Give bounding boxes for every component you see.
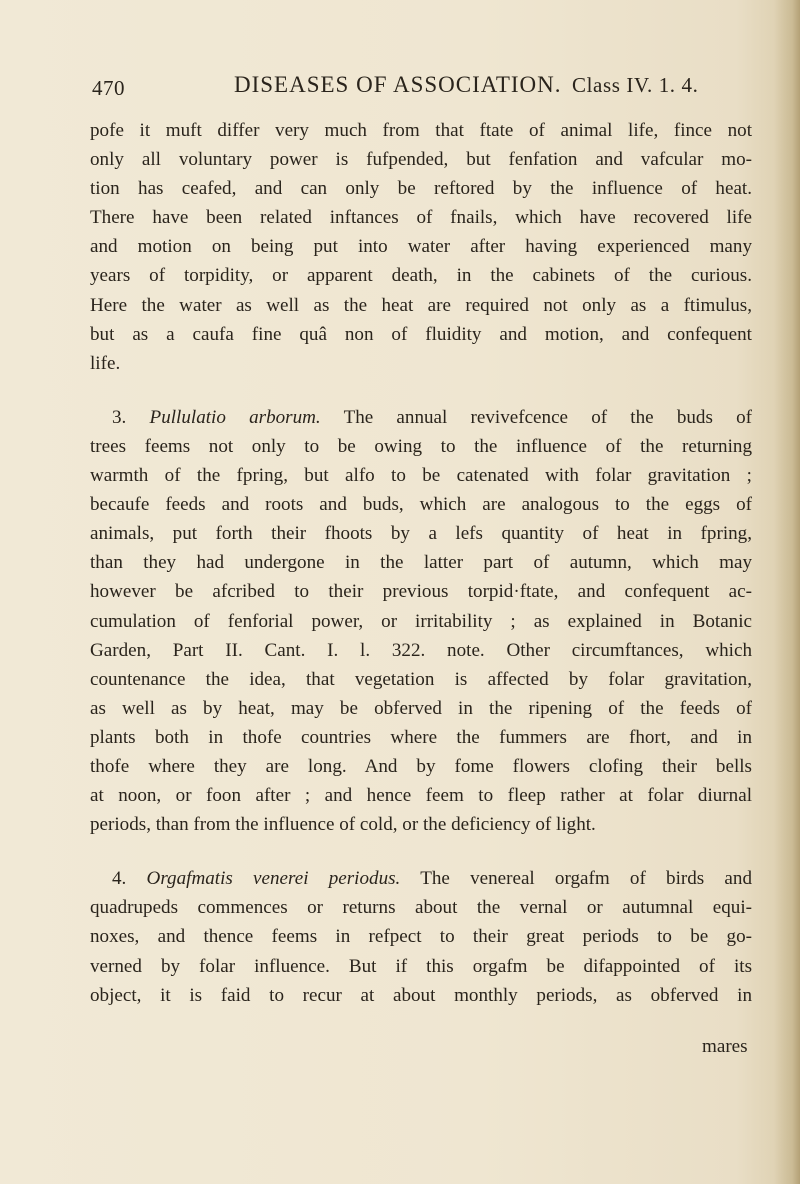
text-line: There have been related inftances of fnails, which have recovered life (90, 207, 752, 229)
text-line: than they had undergone in the latter part of autumn, which may (90, 552, 752, 574)
text-line: thofe where they are long. And by fome flowers clofing their bells (90, 755, 752, 777)
text-span: The annual revivefcence of the buds of (343, 406, 752, 428)
page-edge-shadow (774, 0, 800, 1184)
text-line: only all voluntary power is fufpended, but fenfation and vafcular mo- (90, 149, 752, 171)
text-span: The venereal orgafm of birds and (420, 868, 753, 890)
text-line: tion has ceafed, and can only be reftored by the influence of heat. (90, 178, 752, 200)
paragraph-pullulatio (90, 403, 752, 839)
running-title: DISEASES OF ASSOCIATION. (234, 72, 562, 97)
text-line: object, it is faid to recur at about monthly periods, as obferved in (90, 984, 752, 1006)
section-heading: Pullulatio arborum. (149, 406, 321, 428)
text-line: life. (90, 352, 121, 374)
text-line: however be afcribed to their previous torpid·ftate, and confequent ac- (90, 581, 752, 603)
text-line: plants both in thofe countries where the fummers are fhort, and in (90, 726, 752, 748)
section-heading: Orgafmatis venerei periodus. (146, 868, 401, 890)
text-line: becaufe feeds and roots and buds, which are analogous to the eggs of (90, 494, 752, 516)
running-header (92, 72, 752, 106)
text-line: verned by folar influence. But if this orgafm be difappointed of its (90, 955, 752, 977)
text-line: Here the water as well as the heat are required not only as a ftimulus, (90, 294, 752, 316)
paragraph-orgafmatis (90, 864, 752, 1009)
section-number: 3. (112, 406, 127, 428)
paragraph-continuation (90, 116, 752, 378)
text-line: noxes, and thence feems in refpect to their great periods to be go- (90, 926, 752, 948)
paragraph-first-line (90, 403, 752, 432)
text-line: as well as by heat, may be obferved in the ripening of the feeds of (90, 697, 752, 719)
paragraph-first-line (90, 864, 752, 893)
class-reference: Class IV. 1. 4. (572, 73, 699, 97)
text-line: animals, put forth their fhoots by a lefs quantity of heat in fpring, (90, 523, 752, 545)
page-number: 470 (92, 76, 125, 100)
text-line: pofe it muft differ very much from that ftate of animal life, fince not (90, 120, 752, 141)
text-line: Garden, Part II. Cant. I. l. 322. note. Other circumftances, which (90, 639, 752, 661)
text-line: trees feems not only to be owing to the influence of the returning (90, 435, 752, 457)
catchword: mares (702, 1036, 748, 1057)
text-line: cumulation of fenforial power, or irritability ; as explained in Botanic (90, 610, 752, 632)
text-line: warmth of the fpring, but alfo to be catenated with folar gravitation ; (90, 465, 752, 487)
text-line: at noon, or foon after ; and hence feem to fleep rather at folar diurnal (90, 785, 752, 807)
text-line: years of torpidity, or apparent death, in the cabinets of the curious. (90, 265, 752, 287)
text-line: and motion on being put into water after having experienced many (90, 236, 752, 258)
page-body (90, 116, 752, 1010)
text-line: quadrupeds commences or returns about the vernal or autumnal equi- (90, 897, 752, 919)
text-line: periods, than from the influence of cold, or the deficiency of light. (90, 814, 596, 836)
text-line: countenance the idea, that vegetation is affected by folar gravitation, (90, 668, 752, 690)
text-line: but as a caufa fine quâ non of fluidity and motion, and confequent (90, 323, 752, 345)
section-number: 4. (112, 868, 127, 890)
